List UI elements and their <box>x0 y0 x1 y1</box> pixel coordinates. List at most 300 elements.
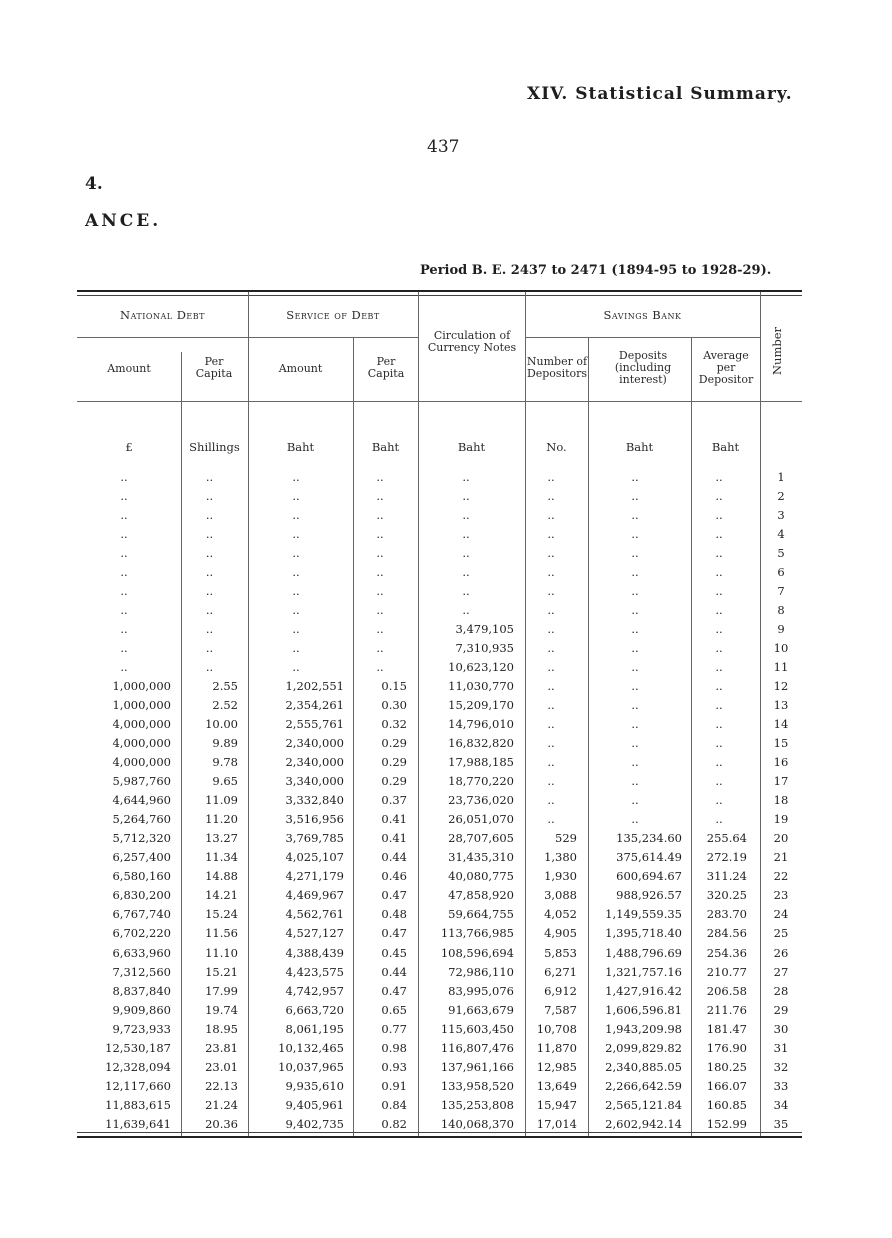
group-national-debt: National Debt <box>120 308 205 322</box>
cell-nd-amount: .. <box>120 489 128 504</box>
table-row <box>77 468 802 487</box>
cell-nd-per-capita: 15.24 <box>205 907 238 922</box>
cell-nd-per-capita: 14.88 <box>205 869 238 884</box>
cell-avg-per-depositor: .. <box>715 603 723 618</box>
cell-sd-per-capita: 0.46 <box>381 869 407 884</box>
cell-depositors: .. <box>547 698 555 713</box>
cell-nd-per-capita: .. <box>205 565 214 580</box>
unit-nd-amount: £ <box>125 440 133 454</box>
cell-circulation: 140,068,370 <box>440 1116 514 1131</box>
cell-depositors: .. <box>547 812 555 827</box>
cell-deposits: 1,321,757.16 <box>605 964 682 979</box>
cell-sd-amount: 4,271,179 <box>285 869 344 884</box>
cell-circulation: 28,707,605 <box>448 831 514 846</box>
cell-avg-per-depositor: .. <box>715 508 723 523</box>
table-row <box>77 1096 802 1115</box>
cell-depositors: .. <box>547 736 555 751</box>
cell-nd-per-capita: .. <box>205 622 214 637</box>
table-row <box>77 487 802 506</box>
cell-sd-per-capita: 0.77 <box>381 1021 407 1036</box>
cell-row-number: 9 <box>777 622 785 637</box>
cell-nd-per-capita: 22.13 <box>205 1078 238 1093</box>
cell-deposits: .. <box>631 508 639 523</box>
cell-sd-per-capita: 0.29 <box>381 774 407 789</box>
cell-sd-amount: 4,469,967 <box>285 888 344 903</box>
table-row <box>77 810 802 829</box>
cell-depositors: 13,649 <box>536 1078 577 1093</box>
cell-depositors: 10,708 <box>536 1021 577 1036</box>
cell-sd-per-capita: .. <box>376 508 384 523</box>
cell-depositors: .. <box>547 508 555 523</box>
table-row <box>77 525 802 544</box>
cell-avg-per-depositor: 181.47 <box>706 1021 747 1036</box>
cell-depositors: .. <box>547 527 555 542</box>
cell-row-number: 15 <box>773 736 789 751</box>
col-nd-amount: Amount <box>107 362 151 375</box>
cell-deposits: 135,234.60 <box>616 831 682 846</box>
cell-nd-per-capita: 9.89 <box>212 736 238 751</box>
cell-nd-per-capita: 11.56 <box>205 926 238 941</box>
cell-avg-per-depositor: 210.77 <box>706 964 747 979</box>
cell-circulation: .. <box>462 489 470 504</box>
cell-row-number: 11 <box>773 660 789 675</box>
cell-sd-per-capita: .. <box>376 622 384 637</box>
table-row <box>77 677 802 696</box>
cell-nd-amount: 4,000,000 <box>112 736 171 751</box>
cell-avg-per-depositor: 211.76 <box>706 1002 747 1017</box>
cell-row-number: 6 <box>777 565 785 580</box>
cell-circulation: .. <box>462 603 470 618</box>
cell-circulation: 7,310,935 <box>455 641 514 656</box>
cell-sd-amount: 10,132,465 <box>278 1040 344 1055</box>
section-number: 4. <box>85 174 103 194</box>
cell-depositors: 1,930 <box>544 869 577 884</box>
table-row <box>77 791 802 810</box>
cell-sd-per-capita: .. <box>376 489 384 504</box>
table-row <box>77 753 802 772</box>
cell-avg-per-depositor: .. <box>715 660 723 675</box>
cell-depositors: 4,052 <box>544 907 577 922</box>
unit-avg-per-depositor: Baht <box>711 440 740 454</box>
cell-sd-per-capita: 0.15 <box>381 679 407 694</box>
cell-nd-amount: 12,530,187 <box>105 1040 171 1055</box>
cell-deposits: .. <box>631 546 639 561</box>
cell-row-number: 3 <box>777 508 785 523</box>
cell-depositors: .. <box>547 603 555 618</box>
cell-sd-amount: .. <box>292 565 300 580</box>
cell-nd-per-capita: 20.36 <box>205 1116 238 1131</box>
group-service-of-debt: Service of Debt <box>286 308 380 322</box>
cell-depositors: .. <box>547 793 555 808</box>
cell-nd-amount: .. <box>120 470 128 484</box>
group-rule <box>248 337 418 338</box>
cell-avg-per-depositor: 311.24 <box>706 869 747 884</box>
cell-depositors: .. <box>547 489 555 504</box>
cell-sd-per-capita: .. <box>376 603 384 618</box>
cell-sd-per-capita: 0.29 <box>381 736 407 751</box>
cell-sd-per-capita: .. <box>376 584 384 599</box>
cell-row-number: 12 <box>773 679 789 694</box>
cell-nd-amount: .. <box>120 508 128 523</box>
cell-nd-amount: 11,639,641 <box>105 1116 171 1131</box>
cell-nd-per-capita: 2.55 <box>212 679 238 694</box>
cell-depositors: 3,088 <box>544 888 577 903</box>
cell-deposits: .. <box>631 622 639 637</box>
cell-row-number: 2 <box>777 489 785 504</box>
cell-circulation: 11,030,770 <box>448 679 514 694</box>
cell-avg-per-depositor: 166.07 <box>706 1078 747 1093</box>
cell-sd-per-capita: 0.48 <box>381 907 407 922</box>
cell-avg-per-depositor: .. <box>715 698 723 713</box>
cell-avg-per-depositor: .. <box>715 679 723 694</box>
cell-sd-per-capita: .. <box>376 641 384 656</box>
cell-avg-per-depositor: 255.64 <box>706 831 747 846</box>
cell-sd-amount: .. <box>292 546 300 561</box>
cell-circulation: 133,958,520 <box>440 1078 514 1093</box>
table-row <box>77 696 802 715</box>
table-row <box>77 715 802 734</box>
cell-deposits: 1,488,796.69 <box>605 945 682 960</box>
cell-depositors: .. <box>547 622 555 637</box>
cell-sd-amount: 6,663,720 <box>285 1002 344 1017</box>
cell-nd-per-capita: .. <box>205 584 214 599</box>
table-row <box>77 601 802 620</box>
cell-deposits: 2,099,829.82 <box>605 1040 682 1055</box>
cell-avg-per-depositor: .. <box>715 584 723 599</box>
cell-nd-per-capita: 21.24 <box>205 1097 238 1112</box>
cell-avg-per-depositor: 160.85 <box>706 1097 747 1112</box>
cell-circulation: .. <box>462 470 470 484</box>
cell-nd-amount: 6,830,200 <box>112 888 171 903</box>
cell-row-number: 35 <box>773 1116 789 1131</box>
cell-deposits: 1,606,596.81 <box>605 1002 682 1017</box>
cell-sd-amount: .. <box>292 641 300 656</box>
cell-row-number: 32 <box>773 1059 789 1074</box>
cell-nd-amount: 11,883,615 <box>105 1097 171 1112</box>
table-row <box>77 639 802 658</box>
col-deposits: Deposits (including interest) <box>614 349 672 386</box>
cell-avg-per-depositor: 180.25 <box>706 1059 747 1074</box>
cell-sd-amount: 4,423,575 <box>285 964 344 979</box>
cell-row-number: 14 <box>773 717 789 732</box>
cell-nd-per-capita: .. <box>205 470 214 484</box>
cell-avg-per-depositor: .. <box>715 622 723 637</box>
cell-sd-amount: 3,769,785 <box>285 831 344 846</box>
cell-deposits: .. <box>631 470 639 484</box>
cell-circulation: 16,832,820 <box>448 736 514 751</box>
cell-avg-per-depositor: 284.56 <box>706 926 747 941</box>
cell-nd-amount: 9,723,933 <box>112 1021 171 1036</box>
cell-sd-per-capita: 0.93 <box>381 1059 407 1074</box>
cell-sd-amount: .. <box>292 622 300 637</box>
cell-deposits: 988,926.57 <box>616 888 682 903</box>
cell-row-number: 7 <box>777 584 785 599</box>
cell-nd-amount: .. <box>120 603 128 618</box>
cell-nd-per-capita: .. <box>205 546 214 561</box>
header-title: XIV. Statistical Summary. <box>527 84 793 104</box>
cell-sd-amount: 4,025,107 <box>285 850 344 865</box>
cell-deposits: .. <box>631 774 639 789</box>
period-line: Period B. E. 2437 to 2471 (1894-95 to 1928-29). <box>420 263 772 278</box>
cell-circulation: 15,209,170 <box>448 698 514 713</box>
cell-avg-per-depositor: 152.99 <box>706 1116 747 1131</box>
cell-nd-per-capita: 11.20 <box>205 812 238 827</box>
cell-avg-per-depositor: .. <box>715 489 723 504</box>
cell-circulation: 26,051,070 <box>448 812 514 827</box>
cell-avg-per-depositor: 254.36 <box>706 945 747 960</box>
cell-depositors: .. <box>547 584 555 599</box>
cell-nd-amount: 7,312,560 <box>112 964 171 979</box>
cell-row-number: 34 <box>773 1097 789 1112</box>
cell-deposits: .. <box>631 717 639 732</box>
cell-nd-amount: 6,767,740 <box>112 907 171 922</box>
cell-deposits: .. <box>631 603 639 618</box>
cell-row-number: 25 <box>773 926 789 941</box>
cell-row-number: 8 <box>777 603 785 618</box>
cell-depositors: .. <box>547 717 555 732</box>
cell-avg-per-depositor: .. <box>715 470 723 484</box>
cell-nd-amount: 5,987,760 <box>112 774 171 789</box>
cell-nd-per-capita: 17.99 <box>205 983 238 998</box>
cell-avg-per-depositor: .. <box>715 527 723 542</box>
cell-sd-per-capita: .. <box>376 470 384 484</box>
cell-depositors: 6,912 <box>544 983 577 998</box>
unit-sd-per-capita: Baht <box>371 440 400 454</box>
cell-nd-per-capita: 15.21 <box>205 964 238 979</box>
cell-depositors: 6,271 <box>544 964 577 979</box>
cell-nd-amount: 12,328,094 <box>105 1059 171 1074</box>
cell-circulation: 3,479,105 <box>455 622 514 637</box>
finance-table <box>77 290 802 1138</box>
cell-avg-per-depositor: 206.58 <box>706 983 747 998</box>
cell-circulation: 83,995,076 <box>448 983 514 998</box>
cell-nd-amount: .. <box>120 527 128 542</box>
cell-deposits: 2,602,942.14 <box>605 1116 682 1131</box>
cell-row-number: 19 <box>773 812 789 827</box>
table-row <box>77 982 802 1001</box>
cell-sd-per-capita: 0.47 <box>381 888 407 903</box>
cell-deposits: .. <box>631 793 639 808</box>
cell-deposits: .. <box>631 641 639 656</box>
table-row <box>77 563 802 582</box>
cell-circulation: 91,663,679 <box>448 1002 514 1017</box>
table-row <box>77 582 802 601</box>
cell-nd-amount: .. <box>120 641 128 656</box>
cell-nd-amount: 6,633,960 <box>112 945 171 960</box>
cell-nd-amount: 6,257,400 <box>112 850 171 865</box>
cell-circulation: 10,623,120 <box>448 660 514 675</box>
cell-depositors: .. <box>547 660 555 675</box>
table-row <box>77 1001 802 1020</box>
cell-sd-amount: .. <box>292 470 300 484</box>
cell-deposits: .. <box>631 679 639 694</box>
cell-deposits: 600,694.67 <box>616 869 682 884</box>
cell-nd-per-capita: 11.09 <box>205 793 238 808</box>
cell-nd-amount: 8,837,840 <box>112 983 171 998</box>
cell-circulation: 72,986,110 <box>448 964 514 979</box>
cell-circulation: 23,736,020 <box>448 793 514 808</box>
cell-sd-per-capita: 0.32 <box>381 717 407 732</box>
cell-nd-amount: 5,264,760 <box>112 812 171 827</box>
table-row <box>77 886 802 905</box>
cell-depositors: .. <box>547 546 555 561</box>
cell-sd-per-capita: .. <box>376 660 384 675</box>
col-nd-per-capita: Per Capita <box>195 355 233 380</box>
cell-avg-per-depositor: .. <box>715 546 723 561</box>
cell-nd-amount: .. <box>120 584 128 599</box>
table-row <box>77 734 802 753</box>
table-row <box>77 1115 802 1134</box>
cell-sd-amount: .. <box>292 527 300 542</box>
cell-circulation: 115,603,450 <box>440 1021 514 1036</box>
table-row <box>77 867 802 886</box>
table-row <box>77 1039 802 1058</box>
cell-nd-per-capita: .. <box>205 603 214 618</box>
group-rule <box>525 337 760 338</box>
cell-avg-per-depositor: .. <box>715 812 723 827</box>
cell-nd-per-capita: 23.01 <box>205 1059 238 1074</box>
cell-deposits: 1,943,209.98 <box>605 1021 682 1036</box>
cell-deposits: .. <box>631 755 639 770</box>
table-row <box>77 544 802 563</box>
cell-sd-amount: 4,562,761 <box>285 907 344 922</box>
cell-sd-amount: 4,388,439 <box>285 945 344 960</box>
table-row <box>77 506 802 525</box>
cell-sd-amount: .. <box>292 603 300 618</box>
cell-row-number: 13 <box>773 698 789 713</box>
cell-sd-per-capita: .. <box>376 565 384 580</box>
group-savings-bank: Savings Bank <box>603 308 682 322</box>
cell-sd-per-capita: 0.98 <box>381 1040 407 1055</box>
cell-row-number: 1 <box>777 470 785 484</box>
cell-nd-per-capita: 2.52 <box>212 698 238 713</box>
cell-nd-per-capita: .. <box>205 641 214 656</box>
unit-depositors: No. <box>546 440 567 454</box>
cell-sd-per-capita: 0.44 <box>381 964 407 979</box>
cell-nd-per-capita: 10.00 <box>205 717 238 732</box>
cell-sd-amount: .. <box>292 489 300 504</box>
cell-circulation: 14,796,010 <box>448 717 514 732</box>
cell-sd-amount: .. <box>292 508 300 523</box>
cell-row-number: 33 <box>773 1078 789 1093</box>
cell-circulation: 137,961,166 <box>440 1059 514 1074</box>
cell-depositors: 4,905 <box>544 926 577 941</box>
table-row <box>77 658 802 677</box>
cell-circulation: 116,807,476 <box>440 1040 514 1055</box>
cell-row-number: 29 <box>773 1002 789 1017</box>
cell-row-number: 17 <box>773 774 789 789</box>
cell-sd-per-capita: 0.82 <box>381 1116 407 1131</box>
cell-nd-amount: 9,909,860 <box>112 1002 171 1017</box>
cell-circulation: 40,080,775 <box>448 869 514 884</box>
cell-avg-per-depositor: 283.70 <box>706 907 747 922</box>
cell-nd-per-capita: .. <box>205 508 214 523</box>
cell-circulation: 31,435,310 <box>448 850 514 865</box>
cell-sd-amount: 3,340,000 <box>285 774 344 789</box>
table-row <box>77 829 802 848</box>
cell-deposits: 2,340,885.05 <box>605 1059 682 1074</box>
cell-nd-amount: 4,644,960 <box>112 793 171 808</box>
cell-avg-per-depositor: 320.25 <box>706 888 747 903</box>
cell-sd-per-capita: .. <box>376 527 384 542</box>
cell-circulation: .. <box>462 565 470 580</box>
cell-deposits: .. <box>631 584 639 599</box>
cell-row-number: 27 <box>773 964 789 979</box>
cell-sd-per-capita: 0.91 <box>381 1078 407 1093</box>
cell-sd-amount: 3,516,956 <box>285 812 344 827</box>
cell-sd-amount: 8,061,195 <box>285 1021 344 1036</box>
cell-nd-per-capita: .. <box>205 660 214 675</box>
cell-nd-amount: 4,000,000 <box>112 717 171 732</box>
cell-nd-amount: .. <box>120 622 128 637</box>
cell-avg-per-depositor: 272.19 <box>706 850 747 865</box>
table-row <box>77 963 802 982</box>
cell-depositors: 5,853 <box>544 945 577 960</box>
cell-nd-per-capita: 14.21 <box>205 888 238 903</box>
unit-circulation: Baht <box>457 440 486 454</box>
cell-deposits: 375,614.49 <box>616 850 682 865</box>
cell-circulation: 113,766,985 <box>440 926 514 941</box>
cell-nd-per-capita: 11.34 <box>205 850 238 865</box>
unit-sd-amount: Baht <box>286 440 315 454</box>
cell-depositors: 1,380 <box>544 850 577 865</box>
cell-circulation: 17,988,185 <box>448 755 514 770</box>
cell-depositors: 7,587 <box>544 1002 577 1017</box>
cell-nd-amount: 6,702,220 <box>112 926 171 941</box>
cell-sd-amount: 9,405,961 <box>285 1097 344 1112</box>
cell-nd-per-capita: 13.27 <box>205 831 238 846</box>
cell-depositors: .. <box>547 774 555 789</box>
section-title: ANCE. <box>85 211 162 231</box>
cell-sd-amount: 9,402,735 <box>285 1116 344 1131</box>
cell-sd-amount: 9,935,610 <box>285 1078 344 1093</box>
col-circulation: Circulation of Currency Notes <box>427 329 517 354</box>
cell-avg-per-depositor: .. <box>715 774 723 789</box>
cell-sd-amount: .. <box>292 584 300 599</box>
cell-depositors: .. <box>547 755 555 770</box>
cell-row-number: 22 <box>773 869 789 884</box>
cell-row-number: 16 <box>773 755 789 770</box>
cell-avg-per-depositor: .. <box>715 793 723 808</box>
cell-nd-per-capita: 9.78 <box>212 755 238 770</box>
cell-depositors: .. <box>547 679 555 694</box>
cell-nd-amount: 1,000,000 <box>112 698 171 713</box>
cell-deposits: 1,149,559.35 <box>605 907 682 922</box>
cell-circulation: 59,664,755 <box>448 907 514 922</box>
cell-sd-amount: 2,340,000 <box>285 736 344 751</box>
cell-row-number: 23 <box>773 888 789 903</box>
cell-row-number: 31 <box>773 1040 789 1055</box>
cell-deposits: 2,565,121.84 <box>605 1097 682 1112</box>
header-rule <box>77 401 802 402</box>
page-number: 437 <box>427 137 460 157</box>
cell-depositors: .. <box>547 641 555 656</box>
cell-sd-amount: 10,037,965 <box>278 1059 344 1074</box>
cell-sd-per-capita: 0.41 <box>381 831 407 846</box>
cell-sd-per-capita: 0.44 <box>381 850 407 865</box>
cell-row-number: 26 <box>773 945 789 960</box>
cell-avg-per-depositor: .. <box>715 755 723 770</box>
col-depositors: Number of Depositors <box>526 355 588 380</box>
cell-row-number: 30 <box>773 1021 789 1036</box>
cell-sd-per-capita: 0.65 <box>381 1002 407 1017</box>
cell-circulation: .. <box>462 546 470 561</box>
cell-avg-per-depositor: 176.90 <box>706 1040 747 1055</box>
cell-nd-amount: 1,000,000 <box>112 679 171 694</box>
cell-row-number: 21 <box>773 850 789 865</box>
cell-deposits: .. <box>631 698 639 713</box>
cell-nd-per-capita: 9.65 <box>212 774 238 789</box>
